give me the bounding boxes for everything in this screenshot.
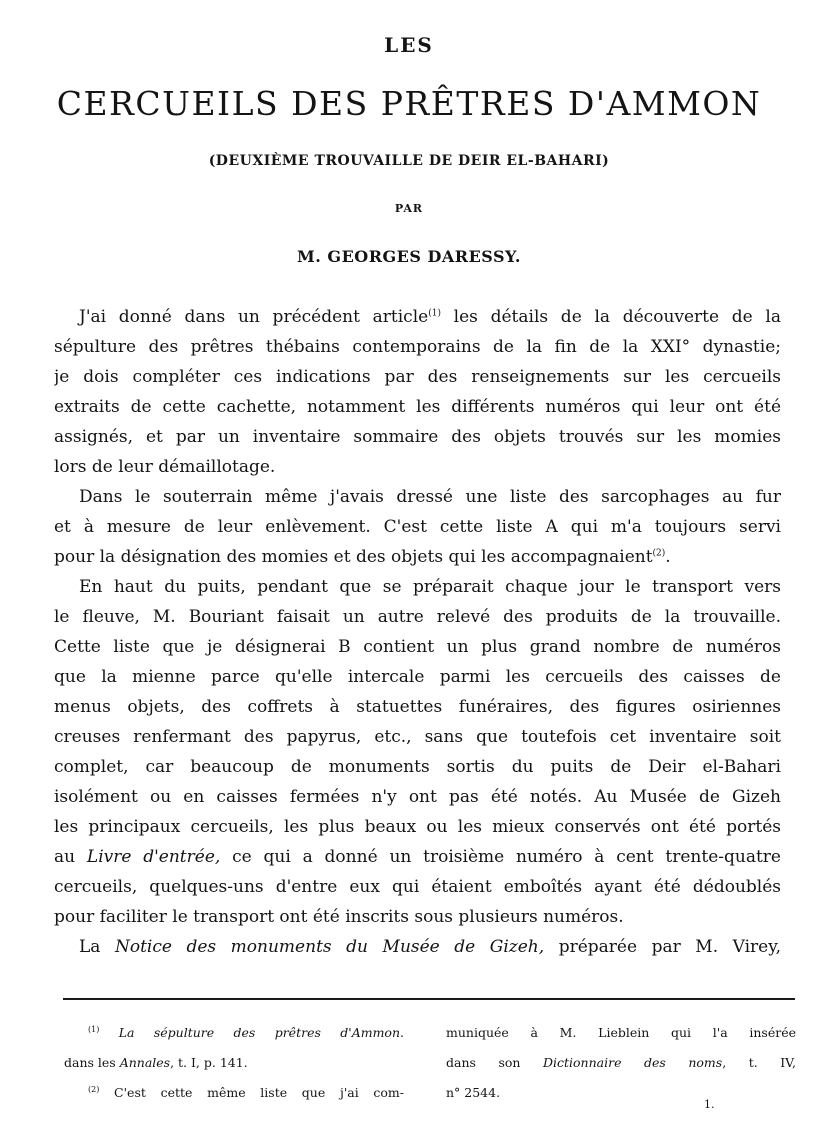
text-line: je dois compléter ces indications par des renseignements sur les cercueils (54, 367, 781, 387)
text-line: que la mienne parce qu'elle intercale parmi les cercueils des caisses de (54, 667, 781, 687)
text-line: les principaux cercueils, les plus beaux ou les mieux conservés ont été portés (54, 817, 781, 837)
text-line: extraits de cette cachette, notamment les différents numéros qui leur ont été (54, 397, 781, 417)
footnote-1-cont: dans les Annales, t. I, p. 141. (64, 1055, 248, 1070)
article-title: CERCUEILS DES PRÊTRES D'AMMON (56, 84, 762, 123)
text-line: pour faciliter le transport ont été inscrits sous plusieurs numéros. (54, 907, 624, 927)
text-line: assignés, et par un inventaire sommaire des objets trouvés sur les momies (54, 427, 781, 447)
text-line: au Livre d'entrée, ce qui a donné un troisième numéro à cent trente-quatre (54, 847, 781, 867)
footnote-2-cont: muniquée à M. Lieblein qui l'a insérée (446, 1025, 796, 1040)
footnote-ref-1[interactable]: (1) (428, 308, 441, 319)
footnote-ref-2[interactable]: (2) (652, 548, 666, 559)
article-body (54, 302, 781, 962)
footnote-2-cont: n° 2544. (446, 1085, 501, 1100)
footnote-2-cont: dans son Dictionnaire des noms, t. IV, (446, 1055, 796, 1070)
text-line: sépulture des prêtres thébains contemporains de la fin de la XXI° dynastie; (54, 337, 781, 357)
text-line: le fleuve, M. Bouriant faisait un autre relevé des produits de la trouvaille. (54, 607, 781, 627)
pre-title: LES (384, 33, 434, 57)
text-line: isolément ou en caisses fermées n'y ont pas été notés. Au Musée de Gizeh (54, 787, 781, 807)
text-line: La Notice des monuments du Musée de Gizeh, préparée par M. Virey, (79, 937, 781, 957)
text-line: menus objets, des coffrets à statuettes funéraires, des figures osiriennes (54, 697, 781, 717)
text-line: Cette liste que je désignerai B contient un plus grand nombre de numéros (54, 637, 781, 657)
footnote-divider (63, 998, 795, 1000)
text-line: cercueils, quelques-uns d'entre eux qui étaient emboîtés ayant été dédoublés (54, 877, 781, 897)
byline-par: PAR (394, 202, 424, 215)
text-line: complet, car beaucoup de monuments sortis du puits de Deir el-Bahari (54, 757, 781, 777)
footnote-1: $^{(1)}$ La sépulture des prêtres d'Ammon. (88, 1024, 404, 1040)
text-line: pour la désignation des momies et des objets qui les accompagnaient$^{(2)}$. (54, 547, 671, 567)
footnotes-left-column (64, 1018, 404, 1108)
text-line: lors de leur démaillotage. (54, 457, 276, 477)
footnotes-right-column (446, 1018, 796, 1108)
text-line: et à mesure de leur enlèvement. C'est cette liste A qui m'a toujours servi (54, 517, 781, 537)
page-number: 1. (704, 1098, 715, 1111)
text-line: creuses renfermant des papyrus, etc., sans que toutefois cet inventaire soit (54, 727, 781, 747)
article-subtitle: (DEUXIÈME TROUVAILLE DE DEIR EL-BAHARI) (208, 153, 610, 169)
text-line: J'ai donné dans un précédent article$^{(1)}$ les détails de la découverte de la (79, 307, 781, 327)
author-name: M. GEORGES DARESSY. (297, 247, 521, 266)
footnote-2: $^{(2)}$ C'est cette même liste que j'ai com- (88, 1084, 404, 1100)
text-line: En haut du puits, pendant que se préparait chaque jour le transport vers (79, 577, 781, 597)
text-line: Dans le souterrain même j'avais dressé une liste des sarcophages au fur (79, 487, 781, 507)
